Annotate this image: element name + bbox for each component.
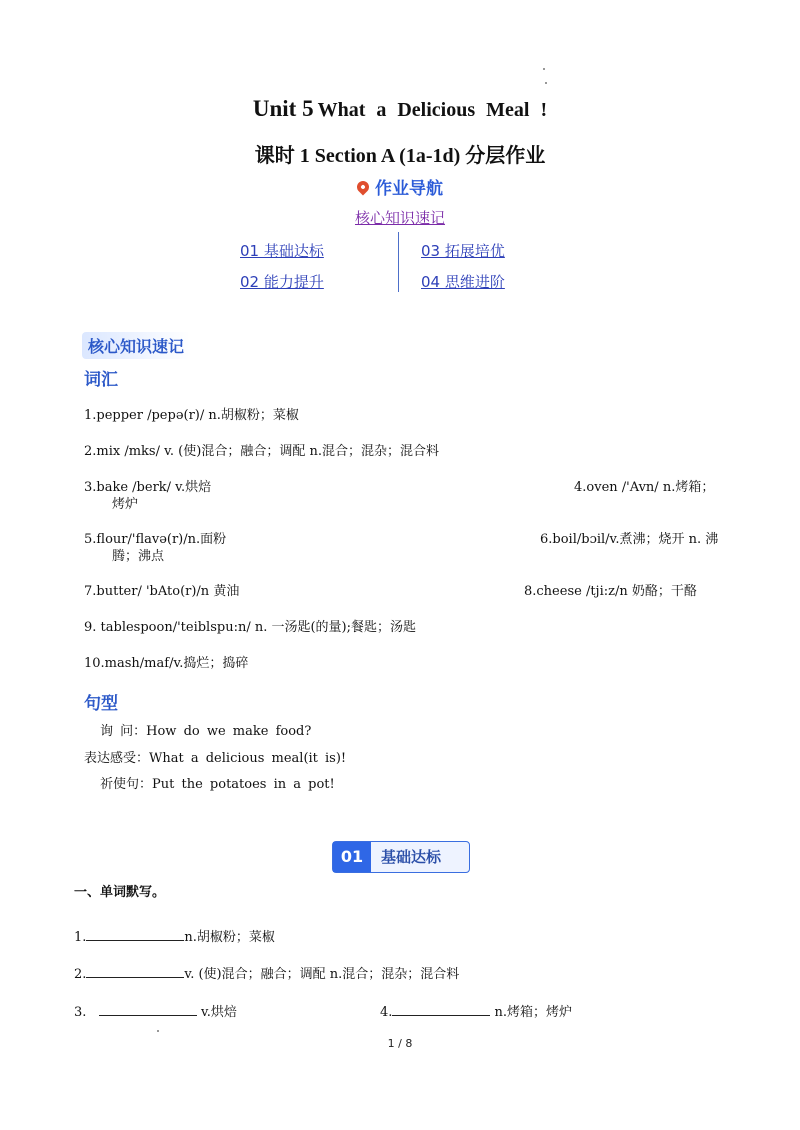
page-subtitle: 课时 1 Section A (1a-1d) 分层作业 bbox=[254, 145, 546, 167]
scan-speck bbox=[543, 68, 545, 70]
vocab-item-6-cont: 腾；沸点 bbox=[112, 549, 165, 564]
sentence-1-label: 询 问： bbox=[100, 724, 147, 739]
vocab-item-5: 5.flour/'flavə(r)/n.面粉 bbox=[84, 532, 227, 547]
toc-divider bbox=[398, 232, 399, 292]
item-2-number: 2. bbox=[74, 967, 87, 982]
vocab-item-7: 7.butter/ 'bAto(r)/n 黄油 bbox=[84, 584, 240, 599]
section-01-banner bbox=[332, 841, 470, 873]
sentence-2-text: What a delicious meal(it is)! bbox=[149, 751, 347, 766]
vocab-item-3: 3.bake /berk/ v.烘焙 bbox=[84, 480, 212, 495]
exercise-item-4 bbox=[380, 1001, 572, 1020]
item-4-blank[interactable] bbox=[392, 1003, 490, 1016]
vocab-item-8: 8.cheese /tji:z/n 奶酪；干酪 bbox=[524, 584, 697, 599]
vocab-item-1: 1.pepper /pepə(r)/ n.胡椒粉；菜椒 bbox=[84, 408, 299, 423]
core-knowledge-link[interactable]: 核心知识速记 bbox=[354, 209, 445, 227]
sentence-3-text: Put the potatoes in a pot! bbox=[152, 777, 335, 792]
core-link-wrap bbox=[0, 207, 800, 228]
vocab-item-9: 9. tablespoon/'teiblspu:n/ n. 一汤匙(的量);餐匙；汤匙 bbox=[84, 620, 417, 635]
scan-speck bbox=[545, 82, 547, 84]
item-1-blank[interactable] bbox=[86, 928, 184, 941]
location-pin-icon bbox=[355, 179, 372, 196]
vocab-heading: 词汇 bbox=[84, 370, 118, 390]
exercise-item-2 bbox=[74, 963, 459, 982]
sentence-1-text: How do we make food? bbox=[146, 724, 312, 739]
item-3-number: 3. bbox=[74, 1005, 87, 1020]
item-1-hint: n.胡椒粉；菜椒 bbox=[184, 930, 275, 945]
sentence-2 bbox=[84, 747, 346, 766]
item-3-hint: v.烘焙 bbox=[200, 1005, 237, 1020]
sentence-1 bbox=[100, 720, 311, 739]
vocab-item-6: 6.boil/bɔil/v.煮沸；烧开 n. 沸 bbox=[540, 532, 719, 547]
title-rest: What a Delicious Meal ! bbox=[317, 99, 548, 121]
sentence-3-label: 祈使句： bbox=[100, 777, 153, 792]
item-4-number: 4. bbox=[380, 1005, 393, 1020]
toc-link-01[interactable]: 01 基础达标 bbox=[240, 242, 324, 260]
page-title bbox=[0, 96, 800, 122]
item-2-blank[interactable] bbox=[86, 965, 184, 978]
exercise-part-title: 一、单词默写。 bbox=[74, 885, 166, 900]
exercise-item-1 bbox=[74, 926, 275, 945]
sentence-2-label: 表达感受： bbox=[84, 751, 150, 766]
section-01-number: 01 bbox=[333, 842, 371, 872]
vocab-item-4: 4.oven /'Avn/ n.烤箱； bbox=[574, 480, 715, 495]
item-2-hint: v. (使)混合；融合；调配 n.混合；混杂；混合料 bbox=[184, 967, 460, 982]
sentence-3 bbox=[100, 773, 335, 792]
scan-speck bbox=[157, 1030, 159, 1032]
vocab-item-2: 2.mix /mks/ v. (使)混合；融合；调配 n.混合；混杂；混合料 bbox=[84, 444, 439, 459]
toc-link-04[interactable]: 04 思维进阶 bbox=[421, 273, 505, 291]
vocab-item-10: 10.mash/maf/v.捣烂；捣碎 bbox=[84, 656, 249, 671]
item-1-number: 1. bbox=[74, 930, 87, 945]
nav-heading-text: 作业导航 bbox=[375, 179, 443, 199]
nav-heading bbox=[0, 174, 800, 199]
section-01-label: 基础达标 bbox=[381, 848, 442, 866]
exercise-item-3 bbox=[74, 1001, 237, 1020]
toc-link-02[interactable]: 02 能力提升 bbox=[240, 273, 324, 291]
core-knowledge-badge: 核心知识速记 bbox=[82, 332, 190, 359]
item-3-blank[interactable] bbox=[99, 1003, 197, 1016]
toc-link-03[interactable]: 03 拓展培优 bbox=[421, 242, 505, 260]
sentence-heading: 句型 bbox=[84, 694, 118, 714]
page-number: 1 / 8 bbox=[387, 1037, 413, 1050]
vocab-item-4-cont: 烤炉 bbox=[112, 497, 139, 512]
title-unit: Unit 5 bbox=[252, 96, 314, 121]
item-4-hint: n.烤箱；烤炉 bbox=[494, 1005, 573, 1020]
